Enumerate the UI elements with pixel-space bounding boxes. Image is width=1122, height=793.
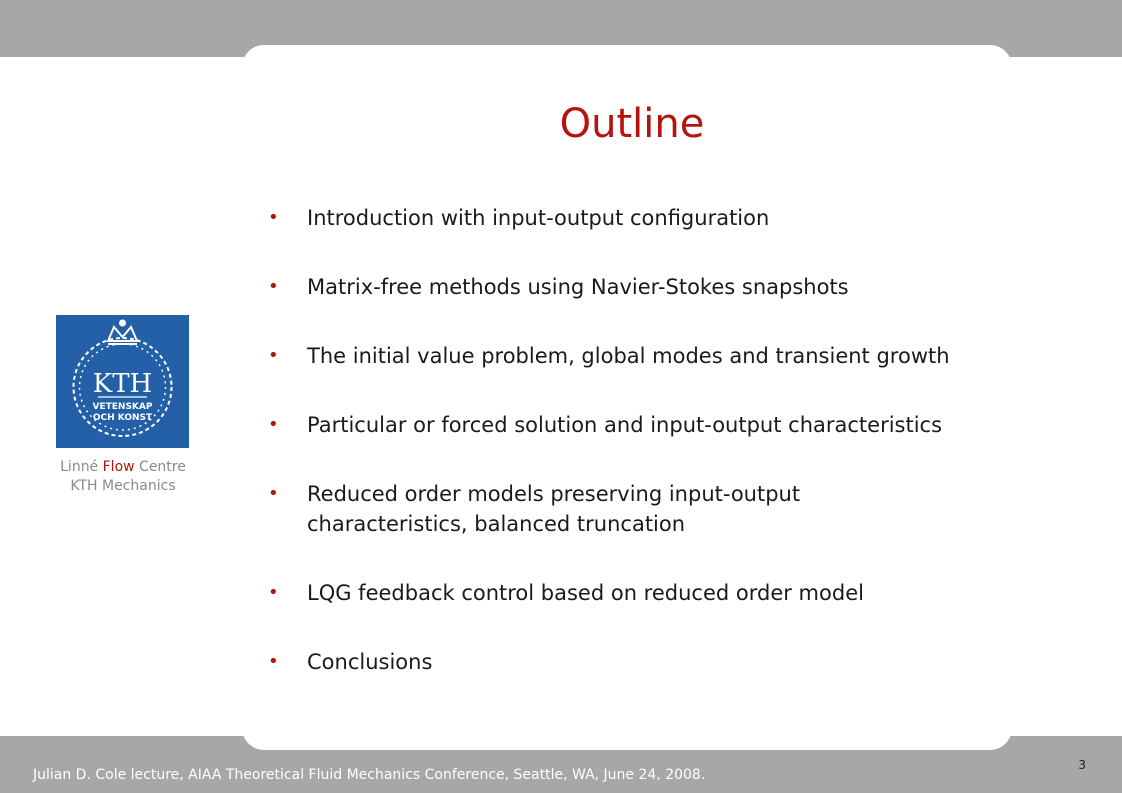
logo-line2: OCH KONST [92,413,153,423]
kth-logo-emblem-icon [56,315,189,448]
bullet-item [268,272,1068,302]
bullet-dot: • [268,483,279,504]
logo-line1: VETENSKAP [92,402,153,412]
kth-logo [56,315,189,448]
page-number: 3 [1078,758,1086,772]
bullet-text: Introduction with input-output configuration [307,206,770,230]
slide-title: Outline [559,101,705,147]
bullet-text: Conclusions [307,650,433,674]
bullet-item [268,578,1068,608]
logo-caption [40,458,206,496]
bullet-text: LQG feedback control based on reduced order model [307,581,864,605]
bullet-item [268,341,1068,371]
bullet-text: Matrix-free methods using Navier-Stokes snapshots [307,275,849,299]
footer-text: Julian D. Cole lecture, AIAA Theoretical Fluid Mechanics Conference, Seattle, WA, June 24, 2008. [33,767,706,783]
logo-text: KTH [92,369,153,399]
caption-part1: Linné [60,459,103,475]
bullet-dot: • [268,414,279,435]
bullet-item [268,479,1068,539]
caption-flow: Flow [102,459,135,475]
bullet-text: Particular or forced solution and input-output characteristics [307,413,943,437]
bullet-list [268,203,1068,716]
bullet-text-line2: characteristics, balanced truncation [307,512,686,536]
bullet-dot: • [268,207,279,228]
bullet-dot: • [268,651,279,672]
bullet-dot: • [268,345,279,366]
bullet-item [268,410,1068,440]
caption-part2: Centre [134,459,186,475]
bullet-dot: • [268,582,279,603]
bullet-dot: • [268,276,279,297]
bullet-text: The initial value problem, global modes and transient growth [307,344,950,368]
bullet-text-line1: Reduced order models preserving input-output [307,482,801,506]
bullet-item [268,203,1068,233]
caption-line2: KTH Mechanics [70,478,176,494]
bullet-item [268,647,1068,677]
